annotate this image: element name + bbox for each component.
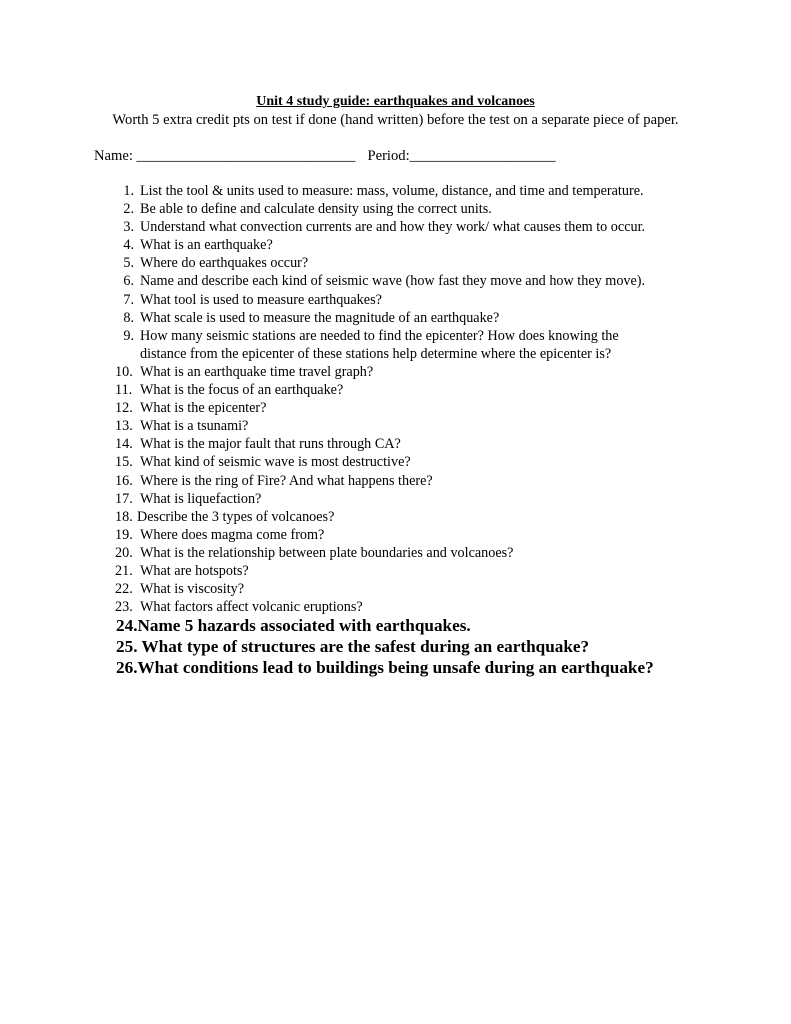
list-item (0, 453, 791, 471)
list-item (0, 562, 791, 580)
item-text: What is the relationship between plate boundaries and volcanoes? (140, 544, 514, 561)
item-number: 11. (115, 382, 133, 399)
list-item (0, 272, 791, 290)
item-number: 18. (115, 508, 133, 525)
item-text: List the tool & units used to measure: mass, volume, distance, and time and temperature. (140, 183, 644, 199)
item-text: What is the major fault that runs through CA? (140, 436, 401, 453)
item-text: Where does magma come from? (140, 526, 325, 543)
item-text-continued: distance from the epicenter of these stations help determine where the epicenter is? (140, 345, 612, 362)
list-item (0, 544, 791, 562)
list-item (0, 580, 791, 598)
item-text: What is liquefaction? (140, 490, 262, 507)
item-text-body: What conditions lead to buildings being unsafe during an earthquake? (137, 657, 654, 677)
list-item (0, 327, 791, 363)
item-text: Be able to define and calculate density using the correct units. (140, 201, 492, 218)
list-item (0, 381, 791, 399)
item-text: Describe the 3 types of volcanoes? (137, 508, 335, 525)
item-text-body: Name 5 hazards associated with earthquakes. (137, 616, 471, 636)
name-field-label: Name: ______________________________ (94, 148, 356, 164)
item-text-body: What type of structures are the safest during an earthquake? (137, 636, 590, 656)
list-item (0, 309, 791, 327)
item-text: Where is the ring of Fire? And what happens there? (140, 472, 433, 489)
item-text: What are hotspots? (140, 562, 249, 579)
item-number: 16. (115, 472, 133, 489)
list-item (0, 254, 791, 272)
item-number: 23. (115, 599, 133, 616)
item-number: 4. (123, 237, 134, 254)
list-item (0, 435, 791, 453)
item-text (116, 658, 791, 679)
item-number: 15. (115, 454, 133, 471)
item-number: 26. (116, 657, 138, 677)
item-number: 25. (116, 636, 138, 656)
item-text: Name and describe each kind of seismic wave (how fast they move and how they move). (140, 273, 646, 290)
item-number: 21. (115, 562, 133, 579)
page-subtitle: Worth 5 extra credit pts on test if done (hand written) before the test on a separate piece of paper. (112, 112, 679, 128)
item-number: 13. (115, 418, 133, 435)
list-item (0, 399, 791, 417)
item-text: What is an earthquake time travel graph? (140, 363, 374, 380)
list-item (0, 472, 791, 490)
question-list (0, 182, 791, 678)
item-text: What is the focus of an earthquake? (140, 382, 344, 399)
item-number: 14. (115, 436, 133, 453)
item-number: 10. (115, 363, 133, 380)
list-item (0, 658, 791, 679)
item-number: 3. (123, 219, 134, 236)
item-number: 19. (115, 526, 133, 543)
item-text (116, 616, 791, 637)
item-number: 20. (115, 544, 133, 561)
list-item (0, 616, 791, 637)
item-number: 7. (123, 291, 134, 308)
list-item (0, 182, 791, 200)
item-number: 2. (123, 201, 134, 218)
item-number: 17. (115, 490, 133, 507)
list-item (0, 526, 791, 544)
item-text: What is viscosity? (140, 581, 245, 598)
item-text: How many seismic stations are needed to find the epicenter? How does knowing the (140, 327, 619, 344)
item-text: Understand what convection currents are and how they work/ what causes them to occur. (140, 219, 646, 236)
item-number: 12. (115, 400, 133, 417)
item-number: 5. (123, 255, 134, 272)
item-text: What scale is used to measure the magnitude of an earthquake? (140, 309, 500, 326)
item-text: What factors affect volcanic eruptions? (140, 599, 363, 616)
list-item (0, 637, 791, 658)
item-text: What kind of seismic wave is most destructive? (140, 454, 411, 471)
item-text: What is a tsunami? (140, 418, 249, 435)
item-text: Where do earthquakes occur? (140, 255, 309, 272)
list-item (0, 218, 791, 236)
item-number: 1. (123, 183, 134, 199)
list-item (0, 508, 791, 526)
list-item (0, 236, 791, 254)
list-item (0, 363, 791, 381)
item-text (116, 637, 791, 658)
list-item (0, 417, 791, 435)
item-number: 8. (123, 309, 134, 326)
period-field-label: Period:____________________ (367, 148, 556, 164)
list-item (0, 598, 791, 616)
item-text: What is the epicenter? (140, 400, 267, 417)
item-text: What tool is used to measure earthquakes? (140, 291, 382, 308)
item-number: 22. (115, 581, 133, 598)
name-period-line (94, 147, 556, 165)
list-item (0, 291, 791, 309)
item-number: 9. (123, 327, 134, 344)
page-title: Unit 4 study guide: earthquakes and volcanoes (256, 94, 535, 109)
list-item (0, 490, 791, 508)
item-number: 24. (116, 616, 138, 636)
item-number: 6. (123, 273, 134, 290)
list-item (0, 200, 791, 218)
item-text: What is an earthquake? (140, 237, 273, 254)
